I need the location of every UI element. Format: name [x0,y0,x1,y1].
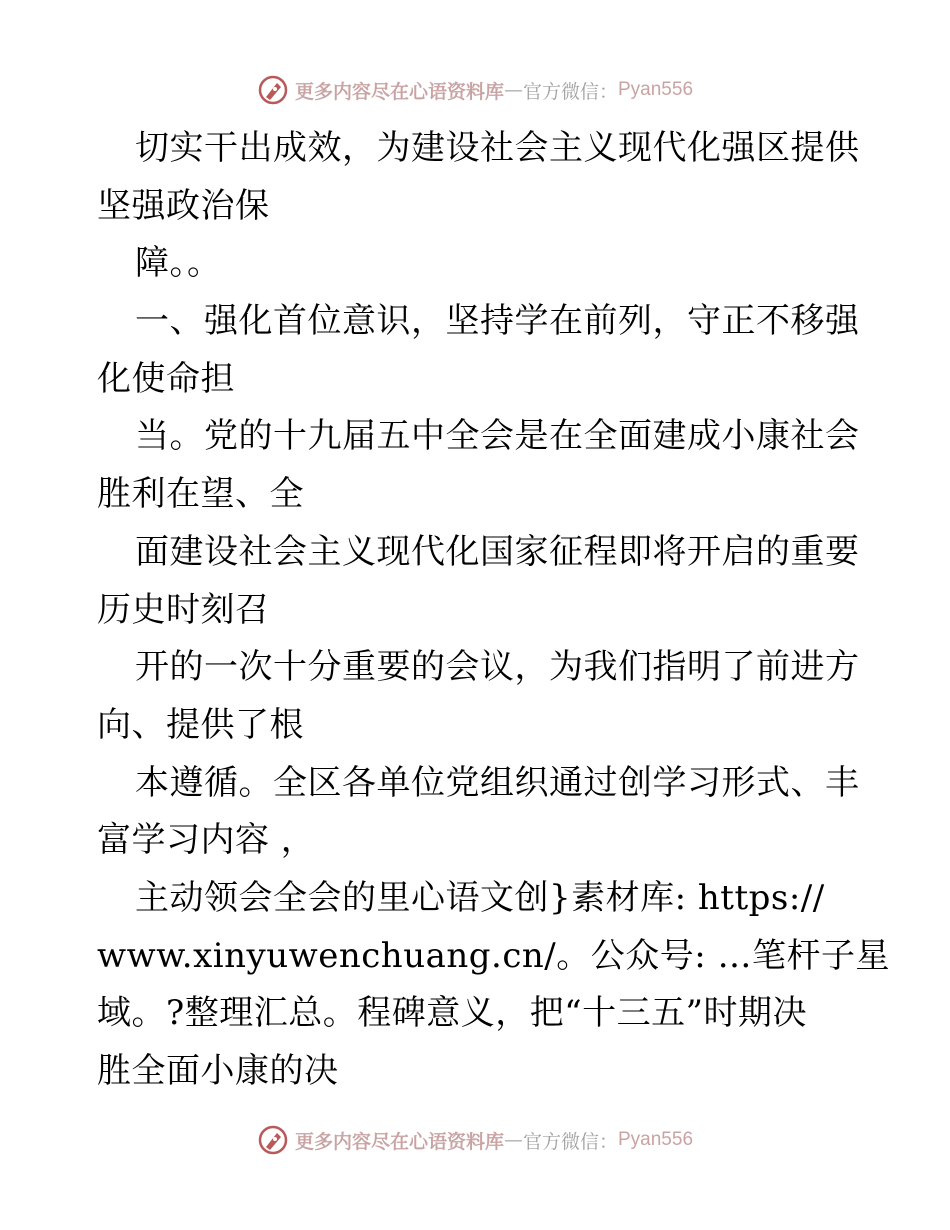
banner-main-text: 更多内容尽在心语资料库 [294,1130,504,1153]
text-line: 当。党的十九届五中全会是在全面建成小康社会 [135,416,860,457]
text-line: 坚强政治保 [97,185,270,226]
text-line: 胜利在望、全 [97,474,304,515]
banner-wechat-id: Pyan556 [618,79,694,100]
text-line: 主动领会全会的里心语文创}素材库: https:// [135,877,825,918]
text-line: 向、提供了根 [97,704,304,745]
text-line: 开的一次十分重要的会议，为我们指明了前进方 [135,647,860,688]
text-line: 一、强化首位意识，坚持学在前列，守正不移强 [135,301,860,342]
text-line: 域。?整理汇总。程碑意义，把“十三五”时期决 [97,993,807,1034]
text-line: 历史时刻召 [97,589,270,630]
text-line: www.xinyuwenchuang.cn/。公众号: …笔杆子星 [97,935,890,976]
document-body [97,120,890,1101]
text-line: 化使命担 [97,358,235,399]
text-line: 富学习内容 ， [97,820,316,861]
banner-separator: — [503,1129,523,1151]
banner-main-text: 更多内容尽在心语资料库 [294,80,504,103]
text-line: 本遵循。全区各单位党组织通过创学习形式、丰 [135,762,860,803]
pen-nib-logo-icon [257,1124,289,1156]
banner-wechat-label: 官方微信： [522,1130,618,1153]
pen-nib-logo-icon [257,74,289,106]
banner-separator: — [503,79,523,101]
banner-wechat-label: 官方微信： [522,80,618,103]
text-line: 障。。 [135,243,222,284]
footer-watermark-banner [0,1120,950,1160]
header-watermark-banner [0,70,950,110]
text-line: 面建设社会主义现代化国家征程即将开启的重要 [135,531,860,572]
text-line: 胜全面小康的决 [97,1051,339,1091]
text-line: 切实干出成效，为建设社会主义现代化强区提供 [135,128,860,168]
banner-wechat-id: Pyan556 [618,1129,694,1150]
